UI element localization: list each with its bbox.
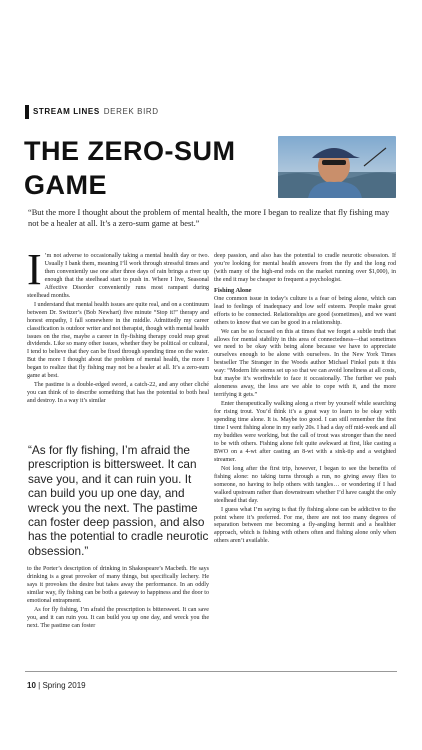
page-footer xyxy=(27,681,86,690)
paragraph: We can be so focused on this at times that we forget a subtle truth that allows for mental stability in this area of connectedness—that sometimes we need to be okay with being alone because we have to appreciate ourselves enough to be alone with ourselves. In the New York Times bestseller The Stranger in the Woods author Michael Finkel puts it this way: “Modern life seems set up so that we can avoid loneliness at all costs, but maybe it’s worthwhile to face it occasionally. The further we push aloneness away, the less are we able to cope with it, and the more terrifying it gets.” xyxy=(214,328,396,399)
paragraph: As for fly fishing, I’m afraid the prescription is bittersweet. It can save you, and it can ruin you. It can build you up one day, and wreck you the next. The pastime can foster xyxy=(27,606,209,629)
paragraph: The pastime is a double-edged sword, a catch-22, and any other cliché you can think of to describe something that has the potential to both heal and destroy. In a way it’s similar xyxy=(27,382,209,405)
paragraph: Not long after the first trip, however, I began to see the benefits of fishing alone: no taking turns through a run, no giving away flies to someone, no having to help others with tangles… or wondering if I had walked upstream rather than downstream whether I’d have caught the only steelhead that day. xyxy=(214,465,396,504)
column-right xyxy=(214,253,396,547)
section-name: STREAM LINES xyxy=(33,107,100,116)
issue-label: Spring 2019 xyxy=(42,681,86,690)
column-left-bottom xyxy=(27,566,209,632)
paragraph: to the Porter’s description of drinking in Shakespeare’s Macbeth. He says drinking is a great provoker of many things, but specifically lechery. He says it provokes the desire but takes away the performance. In an oddly similar way, fly fishing can be both a gateway to happiness and the door to emotional entrapment. xyxy=(27,566,209,604)
paragraph: One common issue in today’s culture is a fear of being alone, which can lead to feelings of inadequacy and low self esteem. People make great efforts to be connected. Relationships are good (sometimes), and we want others to know that we can be good in a relationship. xyxy=(214,295,396,326)
paragraph: deep passion, and also has the potential to cradle neurotic obsession. If you’re looking for mental health answers from the fly and the long rod (with many of the high-end rods on the market running over $1,000), in the end it may be cheaper to frequent a psychologist. xyxy=(214,253,396,283)
subheading: Fishing Alone xyxy=(214,286,252,294)
paragraph: I guess what I’m saying is that fly fishing alone can be addictive to the point where it’s preferred. For me, there are not too many degrees of separation between me becoming a fly-angling hermit and a healthier approach, which is fishing with others often and fishing alone only when others aren’t available. xyxy=(214,506,396,545)
column-left-top xyxy=(27,245,209,407)
footer-divider xyxy=(25,671,397,672)
author-photo xyxy=(278,136,396,198)
drop-cap: I xyxy=(27,245,42,294)
paragraph: ’m not adverse to occasionally taking a mental health day or two. Usually I bank them, meaning I’ll work through stressful times and then conveniently use one after three days of rain brings a river up enough that the steelhead start to push in. Where I live, Seasonal Affective Disorder conveniently runs most rampant during steelhead months. xyxy=(27,253,209,299)
paragraph: I understand that mental health issues are quite real, and on a continuum between Dr. Switzer’s (Bob Newhart) five minute “Stop it!” therapy and honest empathy, I fall somewhere in the middle. Admittedly my career classification is outdoor writer and not therapist, though with mental health issues on the rise, maybe a career in fly-fishing therapy could reap great dividends. Like so many other issues, whether they be political or cultural, I tend to believe that they can be fixed through spending time on the water. But the more I thought about the problem of mental health, the more I began to realize that fly fishing may not be a healer at all. It’s a zero-sum game at best. xyxy=(27,301,209,380)
section-label xyxy=(33,107,159,116)
paragraph: Enter therapeutically walking along a river by yourself while searching for rising trout. You’d think it’s a great way to learn to be okay with spending time alone. It is. Maybe too good. I can still remember the first time I went fishing alone in my early 20s. I had a day off mid-week and all my buddies were working, but the call of trout was stronger than the need to be with others. Fishing alone felt quite awkward at first, like casting a BWO on a 4-wt after casting an 8-wt with a sink-tip and a weighted streamer. xyxy=(214,401,396,463)
footer-separator: | xyxy=(38,681,41,690)
section-author: DEREK BIRD xyxy=(103,107,159,116)
section-marker-bar xyxy=(25,105,29,119)
article-deck: “But the more I thought about the problem of mental health, the more I began to realize that fly fishing may not be a healer at all. It’s a zero-sum game at best.” xyxy=(28,208,390,228)
page-number: 10 xyxy=(27,681,36,690)
article-headline: THE ZERO-SUM GAME xyxy=(24,136,236,200)
pull-quote: “As for fly fishing, I’m afraid the prescription is bittersweet. It can save you, and it can ruin you. It can build you up one day, and wreck you the next. The pastime can foster deep passion, and also has the potential to cradle neurotic obsession.” xyxy=(28,443,209,558)
